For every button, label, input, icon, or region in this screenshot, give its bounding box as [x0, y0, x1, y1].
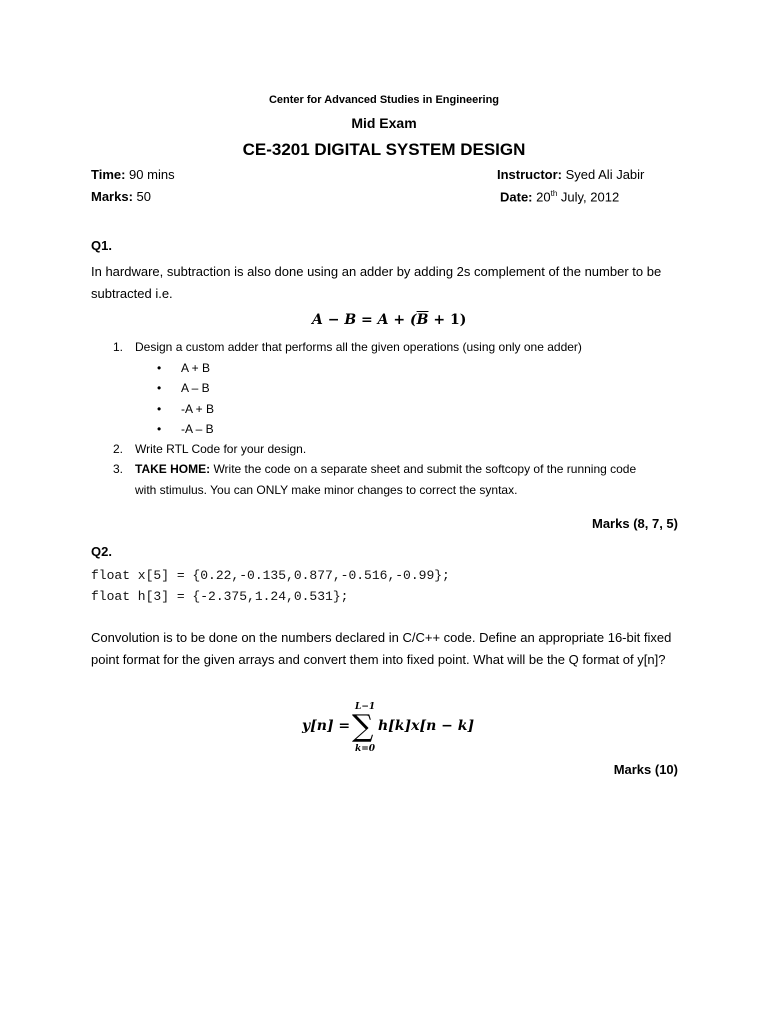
- op-list-item: • -A – B: [157, 422, 214, 436]
- op-3: -A + B: [181, 402, 215, 416]
- q2-sum-lower: k=0: [355, 744, 376, 754]
- marks-line: [91, 189, 151, 204]
- institution-name: Center for Advanced Studies in Engineering: [268, 94, 500, 106]
- q1-label: Q1.: [91, 238, 112, 253]
- q2-code-line-1: float x[5] = {0.22,-0.135,0.877,-0.516,-0.99};: [91, 568, 450, 583]
- q1-item-1-num: 1.: [113, 340, 124, 354]
- q2-equation-lhs: y[n] =: [302, 718, 351, 734]
- instructor-value: Syed Ali Jabir: [562, 167, 645, 182]
- op-list-item: • A + B: [157, 361, 211, 375]
- q1-item-2-num: 2.: [113, 442, 124, 456]
- q2-marks: Marks (10): [613, 762, 678, 777]
- q1-item-2: [113, 442, 306, 456]
- op-2: A – B: [181, 381, 210, 395]
- q2-code-line-2: float h[3] = {-2.375,1.24,0.531};: [91, 589, 349, 604]
- q1-equation: [312, 312, 466, 328]
- exam-type: Mid Exam: [351, 115, 417, 131]
- date-suffix: th: [550, 189, 558, 198]
- marks-label: Marks:: [91, 189, 133, 204]
- q1-item-3-text: Write the code on a separate sheet and submit the softcopy of the running code: [210, 462, 637, 476]
- date-label: Date:: [500, 189, 533, 205]
- q1-item-3-bold: TAKE HOME:: [135, 462, 211, 476]
- q1-equation-rhs: + 1): [428, 312, 467, 328]
- q1-item-3-num: 3.: [113, 462, 124, 476]
- q2-sum-upper: L−1: [355, 702, 376, 712]
- op-list-item: • -A + B: [157, 402, 215, 416]
- q2-text: Convolution is to be done on the numbers declared in C/C++ code. Define an appropriate 16-bit fixed point format for the given arrays and convert them into fixed point. What will be the Q format of y[n]?: [91, 630, 672, 667]
- q1-item-1-text: Design a custom adder that performs all the given operations (using only one adder): [135, 340, 582, 354]
- q2-label: Q2.: [91, 544, 112, 559]
- time-line: [91, 167, 175, 182]
- date-rest: July, 2012: [557, 189, 620, 205]
- q1-marks: Marks (8, 7, 5): [592, 516, 678, 531]
- instructor-label: Instructor:: [497, 167, 562, 182]
- marks-value: 50: [132, 189, 151, 204]
- course-title: CE-3201 DIGITAL SYSTEM DESIGN: [242, 140, 526, 159]
- op-list-item: • A – B: [157, 381, 210, 395]
- op-1: A + B: [181, 361, 211, 375]
- instructor-line: [497, 167, 644, 182]
- q1-item-3-cont: with stimulus. You can ONLY make minor changes to correct the syntax.: [135, 483, 518, 497]
- time-value: 90 mins: [125, 167, 175, 182]
- q2-sum-symbol: ∑: [352, 709, 374, 744]
- date-day: 20: [532, 189, 551, 205]
- date-line: [500, 189, 619, 204]
- q1-equation-lhs: A − B = A + (: [312, 312, 417, 328]
- time-label: Time:: [91, 167, 126, 182]
- q1-equation-bar: $\overline{B}$: [416, 312, 429, 328]
- q1-item-3: [113, 462, 636, 476]
- q1-item-2-text: Write RTL Code for your design.: [135, 442, 307, 456]
- q1-intro: In hardware, subtraction is also done using an adder by adding 2s complement of the number to be subtracted i.e.: [91, 264, 662, 301]
- op-4: -A – B: [181, 422, 214, 436]
- q2-equation-rhs: h[k]x[n − k]: [378, 718, 475, 734]
- q1-item-1: [113, 340, 582, 354]
